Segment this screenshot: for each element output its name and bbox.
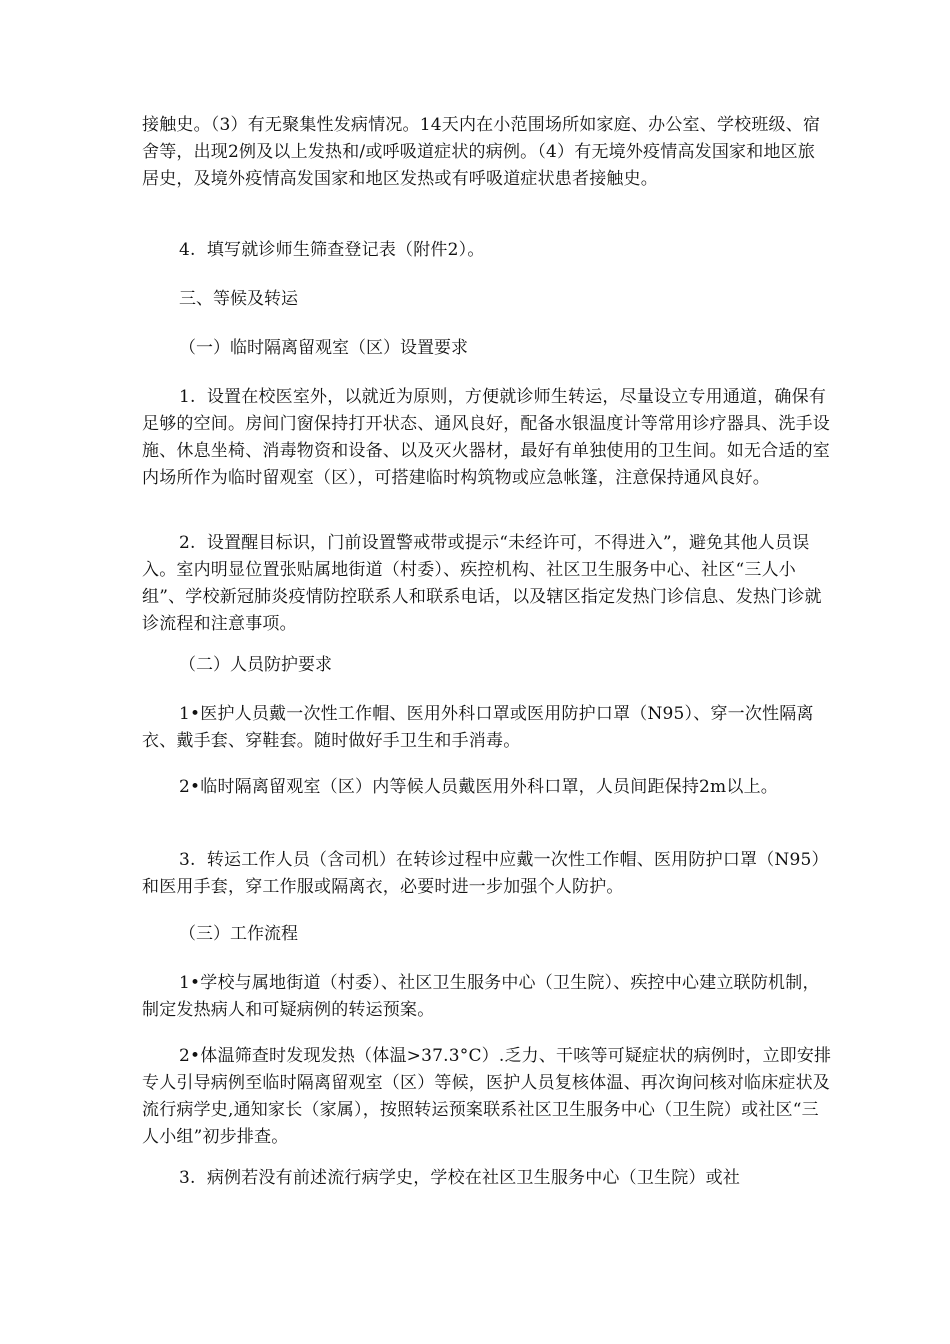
paragraph-medical-staff-protection: 1•医护人员戴一次性工作帽、医用外科口罩或医用防护口罩（N95）、穿一次性隔离衣、戴手套、穿鞋套。随时做好手卫生和手消毒。 xyxy=(142,704,814,751)
subsection-heading-personal-protection: （二）人员防护要求 xyxy=(179,655,332,675)
subsection-heading-isolation-room: （一）临时隔离留观室（区）设置要求 xyxy=(179,338,468,358)
paragraph-temperature-screening: 2•体温筛查时发现发热（体温>37.3°C）.乏力、干咳等可疑症状的病例时，立即安排专人引导病例至临时隔离留观室（区）等候，医护人员复核体温、再次询问核对临床症状及流行病学史,通知家长（家属），按照转运预案联系社区卫生服务中心（卫生院）或社区“三人小组”初步排查。 xyxy=(142,1046,832,1147)
section-heading-waiting-transfer: 三、等候及转运 xyxy=(179,289,298,309)
paragraph-joint-prevention-mechanism: 1•学校与属地街道（村委）、社区卫生服务中心（卫生院）、疾控中心建立联防机制，制定发热病人和可疑病例的转运预案。 xyxy=(142,973,820,1020)
paragraph-contact-history: 接触史。（3）有无聚集性发病情况。14天内在小范围场所如家庭、办公室、学校班级、宿舍等，出现2例及以上发热和/或呼吸道症状的病例。（4）有无境外疫情高发国家和地区旅居史，及境外疫情高发国家和地区发热或有呼吸道症状患者接触史。 xyxy=(142,115,821,189)
paragraph-transfer-staff-protection: 3. 转运工作人员（含司机）在转诊过程中应戴一次性工作帽、医用防护口罩（N95）和医用手套，穿工作服或隔离衣，必要时进一步加强个人防护。 xyxy=(142,850,829,897)
paragraph-isolation-room-signage: 2. 设置醒目标识，门前设置警戒带或提示“未经许可，不得进入”，避免其他人员误入。室内明显位置张贴属地街道（村委）、疾控机构、社区卫生服务中心、社区“三人小组”、学校新冠肺炎疫情防控联系人和联系电话，以及辖区指定发热门诊信息、发热门诊就诊流程和注意事项。 xyxy=(142,533,822,634)
paragraph-isolation-room-location: 1. 设置在校医室外，以就近为原则，方便就诊师生转运，尽量设立专用通道，确保有足够的空间。房间门窗保持打开状态、通风良好，配备水银温度计等常用诊疗器具、洗手设施、休息坐椅、消毒物资和设备、以及灭火器材，最好有单独使用的卫生间。如无合适的室内场所作为临时留观室（区），可搭建临时构筑物或应急帐篷，注意保持通风良好。 xyxy=(142,387,830,488)
paragraph-waiting-person-protection: 2•临时隔离留观室（区）内等候人员戴医用外科口罩，人员间距保持2m以上。 xyxy=(179,777,778,797)
paragraph-registration-form: 4. 填写就诊师生筛查登记表（附件2）。 xyxy=(179,240,485,260)
paragraph-no-epidemiological-history: 3. 病例若没有前述流行病学史，学校在社区卫生服务中心（卫生院）或社 xyxy=(179,1168,741,1188)
subsection-heading-workflow: （三）工作流程 xyxy=(179,924,298,944)
